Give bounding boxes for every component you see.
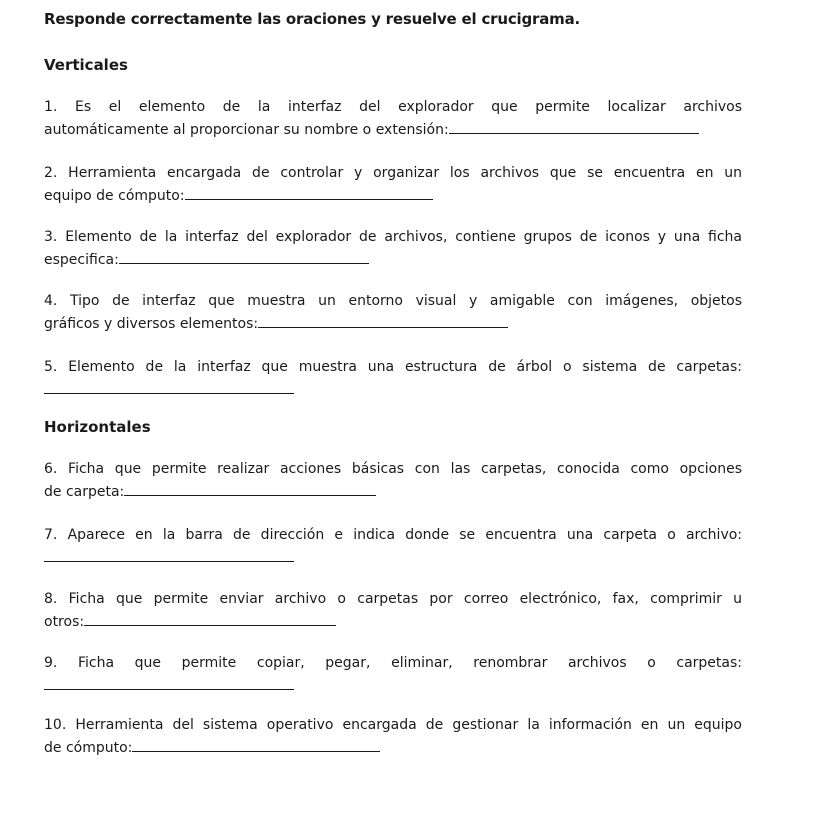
question-number: 10. — [44, 717, 67, 733]
question-text-line2: equipo de cómputo: — [44, 188, 185, 204]
question-number: 7. — [44, 527, 58, 543]
question-text-line1: Herramienta encargada de controlar y organizar los archivos que se encuentra en un — [68, 165, 742, 181]
answer-blank[interactable] — [44, 674, 294, 690]
question-text-line1: Elemento de la interfaz del explorador de archivos, contiene grupos de iconos y una ficha — [65, 229, 742, 245]
question-number: 2. — [44, 165, 58, 181]
question-8 — [44, 588, 742, 633]
question-3 — [44, 226, 742, 271]
horizontales-heading: Horizontales — [44, 418, 151, 436]
question-number: 3. — [44, 229, 58, 245]
question-text-line1: Ficha que permite copiar, pegar, eliminar, renombrar archivos o carpetas: — [77, 655, 742, 671]
question-4 — [44, 290, 742, 335]
answer-blank[interactable] — [185, 184, 433, 200]
question-text-line1: Es el elemento de la interfaz del explorador que permite localizar archivos — [74, 99, 742, 115]
question-text-line1: Ficha que permite realizar acciones básicas con las carpetas, conocida como opciones — [68, 461, 742, 477]
question-2 — [44, 162, 742, 207]
question-10 — [44, 714, 742, 759]
answer-blank[interactable] — [132, 736, 380, 752]
question-number: 4. — [44, 293, 58, 309]
question-6 — [44, 458, 742, 503]
question-number: 5. — [44, 359, 58, 375]
answer-blank[interactable] — [449, 118, 699, 134]
question-5 — [44, 356, 742, 401]
question-text-line1: Tipo de interfaz que muestra un entorno visual y amigable con imágenes, objetos — [69, 293, 742, 309]
answer-blank[interactable] — [44, 378, 294, 394]
question-1 — [44, 96, 742, 141]
verticales-heading: Verticales — [44, 56, 128, 74]
question-text-line2: de cómputo: — [44, 740, 133, 756]
answer-blank[interactable] — [44, 546, 294, 562]
question-7 — [44, 524, 742, 569]
question-text-line1: Aparece en la barra de dirección e indica donde se encuentra una carpeta o archivo: — [67, 527, 742, 543]
question-number: 1. — [44, 99, 58, 115]
question-text-line2: especifica: — [44, 252, 119, 268]
question-text-line2: otros: — [44, 614, 85, 630]
question-text-line2: automáticamente al proporcionar su nombre o extensión: — [44, 122, 449, 138]
question-text-line2: de carpeta: — [44, 484, 125, 500]
answer-blank[interactable] — [258, 312, 508, 328]
question-text-line2: gráficos y diversos elementos: — [44, 316, 259, 332]
question-text-line1: Ficha que permite enviar archivo o carpetas por correo electrónico, fax, comprimir u — [68, 591, 742, 607]
worksheet-title: Responde correctamente las oraciones y resuelve el crucigrama. — [44, 10, 580, 28]
question-9 — [44, 652, 742, 697]
question-text-line1: Herramienta del sistema operativo encargada de gestionar la información en un equipo — [75, 717, 742, 733]
answer-blank[interactable] — [124, 480, 376, 496]
answer-blank[interactable] — [119, 248, 369, 264]
worksheet-page — [44, 0, 744, 840]
question-number: 6. — [44, 461, 58, 477]
answer-blank[interactable] — [84, 610, 336, 626]
question-number: 8. — [44, 591, 58, 607]
question-text-line1: Elemento de la interfaz que muestra una estructura de árbol o sistema de carpetas: — [68, 359, 742, 375]
question-number: 9. — [44, 655, 58, 671]
